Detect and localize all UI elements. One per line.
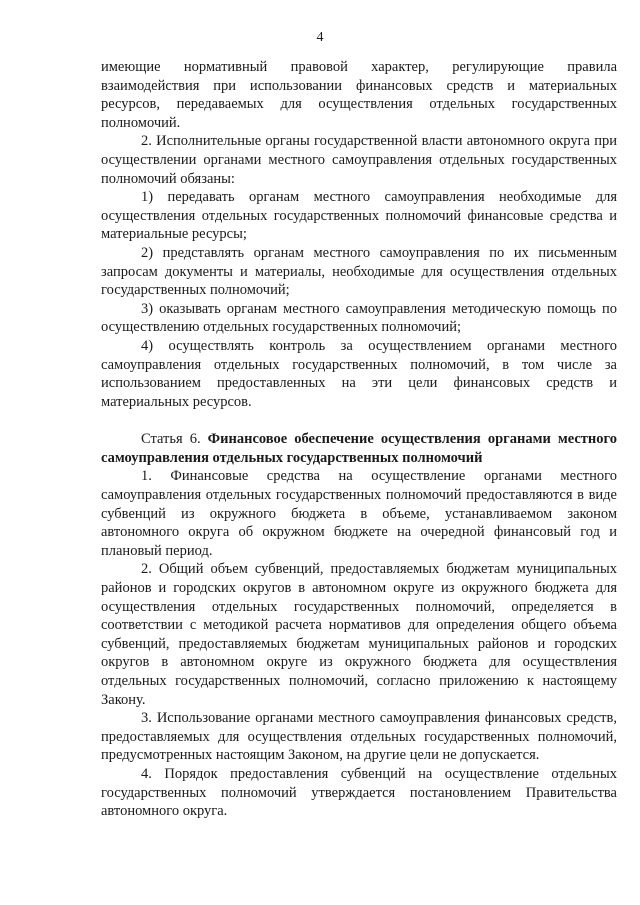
article-paragraph-3: 3. Использование органами местного самоуправления финансовых средств, предоставляемых для осуществления отдельных государственных полномочий, предусмотренных настоящим Законом, на другие цели не допускается. — [101, 710, 617, 764]
list-item-3: 3) оказывать органам местного самоуправления методическую помощь по осуществлению отдельных государственных полномочий; — [101, 300, 617, 336]
list-item-4: 4) осуществлять контроль за осуществлением органами местного самоуправления отдельных государственных полномочий, в том числе за использованием предоставленных на эти цели финансовых средств и материальных ресурсов. — [101, 337, 617, 410]
document-body — [101, 58, 617, 821]
article-paragraph-4: 4. Порядок предоставления субвенций на осуществление отдельных государственных полномочий утверждается постановлением Правительства автономного округа. — [101, 765, 617, 820]
article-paragraph-2: 2. Общий объем субвенций, предоставляемых бюджетам муниципальных районов и городских округов в автономном округе из окружного бюджета для осуществления отдельных государственных полномочий, определяется в соответствии с методикой расчета нормативов для определения общего объема субвенций, предоставляемых бюджетам муниципальных районов и городских округов в автономном округе из окружного бюджета для осуществления отдельных государственных полномочий, согласно приложению к настоящему Закону. — [101, 561, 617, 708]
article-paragraph-1: 1. Финансовые средства на осуществление органами местного самоуправления отдельных государственных полномочий предоставляются в виде субвенций из окружного бюджета в объеме, устанавливаемом законом автономного округа об окружном бюджете на очередной финансовый год и плановый период. — [101, 468, 617, 559]
article-heading — [101, 430, 617, 467]
paragraph-item-2: 2. Исполнительные органы государственной власти автономного округа при осуществлении органами местного самоуправления отдельных государственных полномочий обязаны: — [101, 133, 617, 187]
article-title: Финансовое обеспечение осуществления органами местного самоуправления отдельных государственных полномочий — [101, 431, 617, 466]
list-item-1: 1) передавать органам местного самоуправления необходимые для осуществления отдельных государственных полномочий финансовые средства и материальные ресурсы; — [101, 189, 617, 243]
list-item-2: 2) представлять органам местного самоуправления по их письменным запросам документы и материалы, необходимые для осуществления отдельных государственных полномочий; — [101, 244, 617, 299]
page-number: 4 — [316, 30, 324, 45]
paragraph-continuation: имеющие нормативный правовой характер, регулирующие правила взаимодействия при использовании финансовых средств и материальных ресурсов, передаваемых для осуществления отдельных государственных полномочий. — [101, 59, 617, 131]
article-prefix: Статья 6. — [141, 431, 208, 448]
